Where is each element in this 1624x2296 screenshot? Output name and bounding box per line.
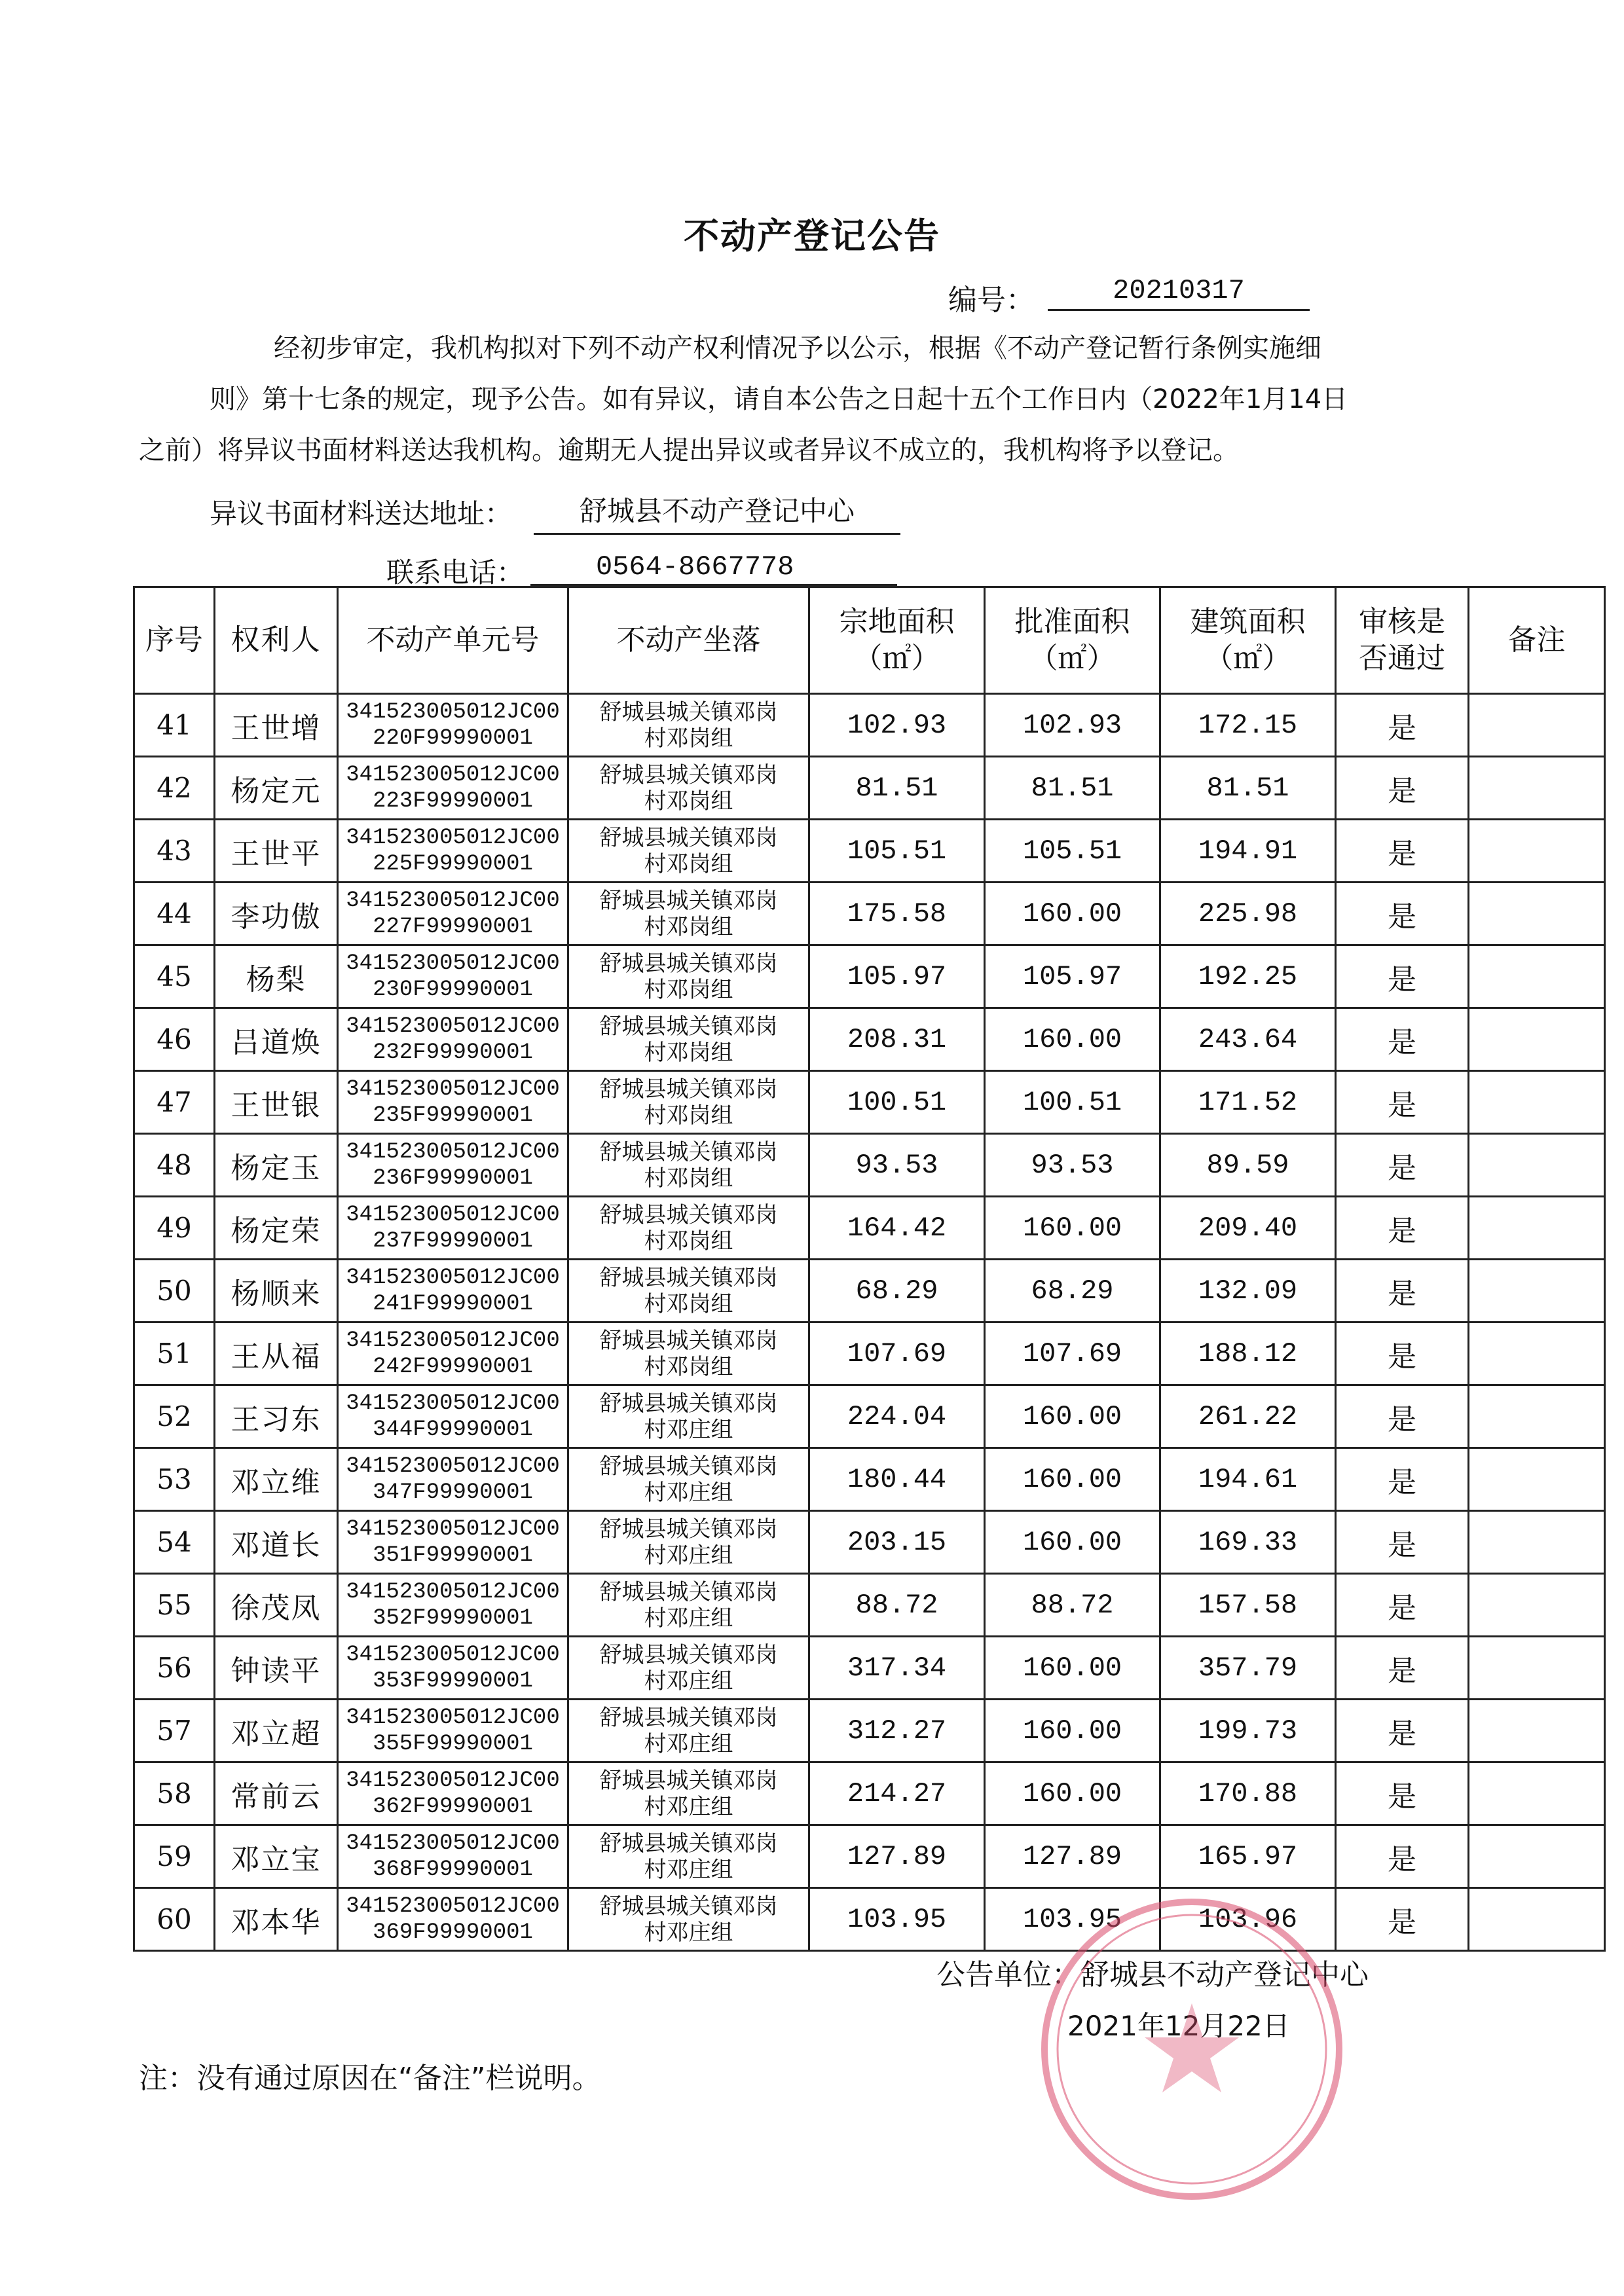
cell-approved-area: 160.00 bbox=[985, 1637, 1160, 1700]
cell-remarks bbox=[1469, 1008, 1605, 1071]
cell-land-area: 203.15 bbox=[809, 1511, 985, 1574]
cell-land-area: 102.93 bbox=[809, 694, 985, 757]
intro-paragraph-line: 则》第十七条的规定，现予公告。如有异议，请自本公告之日起十五个工作日内（2022年1月14日 bbox=[210, 384, 1348, 414]
cell-remarks bbox=[1469, 1385, 1605, 1448]
table-row bbox=[134, 1448, 1605, 1511]
cell-review-passed: 是 bbox=[1336, 1448, 1469, 1511]
cell-remarks bbox=[1469, 1700, 1605, 1762]
cell-review-passed: 是 bbox=[1336, 1322, 1469, 1385]
cell-remarks bbox=[1469, 820, 1605, 883]
cell-seq: 55 bbox=[134, 1574, 215, 1637]
table-row bbox=[134, 1762, 1605, 1825]
table-row bbox=[134, 1888, 1605, 1951]
cell-remarks bbox=[1469, 1637, 1605, 1700]
cell-seq: 43 bbox=[134, 820, 215, 883]
cell-building-area: 169.33 bbox=[1160, 1511, 1336, 1574]
cell-review-passed: 是 bbox=[1336, 1071, 1469, 1134]
cell-building-area: 225.98 bbox=[1160, 883, 1336, 945]
cell-building-area: 157.58 bbox=[1160, 1574, 1336, 1637]
cell-unit-number: 341523005012JC00232F99990001 bbox=[338, 1008, 568, 1071]
cell-review-passed: 是 bbox=[1336, 1888, 1469, 1951]
cell-owner: 邓立宝 bbox=[215, 1825, 338, 1888]
table-row bbox=[134, 820, 1605, 883]
cell-seq: 51 bbox=[134, 1322, 215, 1385]
cell-review-passed: 是 bbox=[1336, 1574, 1469, 1637]
cell-remarks bbox=[1469, 1825, 1605, 1888]
cell-unit-number: 341523005012JC00227F99990001 bbox=[338, 883, 568, 945]
cell-remarks bbox=[1469, 694, 1605, 757]
cell-location: 舒城县城关镇邓岗村邓岗组 bbox=[568, 883, 809, 945]
cell-building-area: 194.91 bbox=[1160, 820, 1336, 883]
table-row bbox=[134, 1134, 1605, 1197]
cell-land-area: 214.27 bbox=[809, 1762, 985, 1825]
cell-location: 舒城县城关镇邓岗村邓岗组 bbox=[568, 1197, 809, 1260]
cell-remarks bbox=[1469, 1322, 1605, 1385]
header-seq: 序号 bbox=[134, 587, 215, 694]
cell-land-area: 175.58 bbox=[809, 883, 985, 945]
header-unit-number: 不动产单元号 bbox=[338, 587, 568, 694]
cell-remarks bbox=[1469, 883, 1605, 945]
cell-seq: 56 bbox=[134, 1637, 215, 1700]
cell-unit-number: 341523005012JC00355F99990001 bbox=[338, 1700, 568, 1762]
cell-owner: 杨定玉 bbox=[215, 1134, 338, 1197]
cell-owner: 杨梨 bbox=[215, 945, 338, 1008]
cell-owner: 邓立超 bbox=[215, 1700, 338, 1762]
cell-location: 舒城县城关镇邓岗村邓岗组 bbox=[568, 1071, 809, 1134]
cell-building-area: 81.51 bbox=[1160, 757, 1336, 820]
cell-land-area: 224.04 bbox=[809, 1385, 985, 1448]
cell-remarks bbox=[1469, 945, 1605, 1008]
cell-building-area: 188.12 bbox=[1160, 1322, 1336, 1385]
cell-approved-area: 160.00 bbox=[985, 883, 1160, 945]
table-row bbox=[134, 1385, 1605, 1448]
cell-owner: 王世银 bbox=[215, 1071, 338, 1134]
cell-unit-number: 341523005012JC00223F99990001 bbox=[338, 757, 568, 820]
cell-review-passed: 是 bbox=[1336, 1511, 1469, 1574]
cell-land-area: 180.44 bbox=[809, 1448, 985, 1511]
cell-building-area: 103.96 bbox=[1160, 1888, 1336, 1951]
number-label: 编号： bbox=[948, 283, 1035, 317]
cell-owner: 王世增 bbox=[215, 694, 338, 757]
cell-owner: 邓本华 bbox=[215, 1888, 338, 1951]
table-row bbox=[134, 1574, 1605, 1637]
cell-location: 舒城县城关镇邓岗村邓岗组 bbox=[568, 694, 809, 757]
cell-review-passed: 是 bbox=[1336, 1637, 1469, 1700]
cell-building-area: 172.15 bbox=[1160, 694, 1336, 757]
cell-approved-area: 100.51 bbox=[985, 1071, 1160, 1134]
cell-remarks bbox=[1469, 1134, 1605, 1197]
cell-review-passed: 是 bbox=[1336, 757, 1469, 820]
cell-remarks bbox=[1469, 1888, 1605, 1951]
cell-location: 舒城县城关镇邓岗村邓庄组 bbox=[568, 1385, 809, 1448]
cell-review-passed: 是 bbox=[1336, 945, 1469, 1008]
cell-location: 舒城县城关镇邓岗村邓庄组 bbox=[568, 1574, 809, 1637]
cell-unit-number: 341523005012JC00241F99990001 bbox=[338, 1260, 568, 1322]
cell-location: 舒城县城关镇邓岗村邓庄组 bbox=[568, 1888, 809, 1951]
property-record-table bbox=[133, 586, 1606, 1952]
cell-unit-number: 341523005012JC00362F99990001 bbox=[338, 1762, 568, 1825]
cell-seq: 54 bbox=[134, 1511, 215, 1574]
cell-approved-area: 160.00 bbox=[985, 1448, 1160, 1511]
cell-unit-number: 341523005012JC00225F99990001 bbox=[338, 820, 568, 883]
table-row bbox=[134, 1071, 1605, 1134]
header-review-passed: 审核是否通过 bbox=[1336, 587, 1469, 694]
header-building-area: 建筑面积（㎡） bbox=[1160, 587, 1336, 694]
cell-location: 舒城县城关镇邓岗村邓岗组 bbox=[568, 1322, 809, 1385]
cell-land-area: 81.51 bbox=[809, 757, 985, 820]
table-row bbox=[134, 1197, 1605, 1260]
header-land-area: 宗地面积（㎡） bbox=[809, 587, 985, 694]
cell-approved-area: 160.00 bbox=[985, 1385, 1160, 1448]
cell-unit-number: 341523005012JC00220F99990001 bbox=[338, 694, 568, 757]
footnote: 注：没有通过原因在“备注”栏说明。 bbox=[139, 2062, 601, 2095]
cell-owner: 李功傲 bbox=[215, 883, 338, 945]
cell-owner: 杨定元 bbox=[215, 757, 338, 820]
cell-seq: 45 bbox=[134, 945, 215, 1008]
cell-location: 舒城县城关镇邓岗村邓岗组 bbox=[568, 757, 809, 820]
cell-unit-number: 341523005012JC00236F99990001 bbox=[338, 1134, 568, 1197]
intro-paragraph-line: 之前）将异议书面材料送达我机构。逾期无人提出异议或者异议不成立的，我机构将予以登记。 bbox=[139, 435, 1239, 465]
cell-location: 舒城县城关镇邓岗村邓岗组 bbox=[568, 1008, 809, 1071]
page-title: 不动产登记公告 bbox=[684, 215, 940, 257]
intro-paragraph-line: 经初步审定，我机构拟对下列不动产权利情况予以公示，根据《不动产登记暂行条例实施细 bbox=[274, 333, 1321, 363]
cell-approved-area: 93.53 bbox=[985, 1134, 1160, 1197]
table-row bbox=[134, 1322, 1605, 1385]
cell-review-passed: 是 bbox=[1336, 883, 1469, 945]
cell-location: 舒城县城关镇邓岗村邓庄组 bbox=[568, 1700, 809, 1762]
table-row bbox=[134, 1637, 1605, 1700]
cell-approved-area: 88.72 bbox=[985, 1574, 1160, 1637]
cell-seq: 48 bbox=[134, 1134, 215, 1197]
cell-owner: 吕道焕 bbox=[215, 1008, 338, 1071]
table-row bbox=[134, 757, 1605, 820]
header-location: 不动产坐落 bbox=[568, 587, 809, 694]
cell-seq: 44 bbox=[134, 883, 215, 945]
number-value: 20210317 bbox=[1048, 275, 1310, 311]
cell-building-area: 89.59 bbox=[1160, 1134, 1336, 1197]
cell-unit-number: 341523005012JC00230F99990001 bbox=[338, 945, 568, 1008]
cell-seq: 47 bbox=[134, 1071, 215, 1134]
cell-seq: 46 bbox=[134, 1008, 215, 1071]
cell-unit-number: 341523005012JC00369F99990001 bbox=[338, 1888, 568, 1951]
cell-unit-number: 341523005012JC00368F99990001 bbox=[338, 1825, 568, 1888]
cell-land-area: 317.34 bbox=[809, 1637, 985, 1700]
cell-location: 舒城县城关镇邓岗村邓庄组 bbox=[568, 1825, 809, 1888]
cell-owner: 杨顺来 bbox=[215, 1260, 338, 1322]
table-row bbox=[134, 883, 1605, 945]
cell-review-passed: 是 bbox=[1336, 1762, 1469, 1825]
cell-approved-area: 160.00 bbox=[985, 1700, 1160, 1762]
address-value: 舒城县不动产登记中心 bbox=[534, 490, 900, 535]
cell-building-area: 192.25 bbox=[1160, 945, 1336, 1008]
cell-unit-number: 341523005012JC00237F99990001 bbox=[338, 1197, 568, 1260]
cell-review-passed: 是 bbox=[1336, 1700, 1469, 1762]
cell-approved-area: 105.51 bbox=[985, 820, 1160, 883]
table-row bbox=[134, 694, 1605, 757]
cell-building-area: 170.88 bbox=[1160, 1762, 1336, 1825]
cell-owner: 邓立维 bbox=[215, 1448, 338, 1511]
cell-building-area: 243.64 bbox=[1160, 1008, 1336, 1071]
cell-building-area: 171.52 bbox=[1160, 1071, 1336, 1134]
cell-location: 舒城县城关镇邓岗村邓岗组 bbox=[568, 820, 809, 883]
header-approved-area: 批准面积（㎡） bbox=[985, 587, 1160, 694]
cell-seq: 42 bbox=[134, 757, 215, 820]
cell-building-area: 199.73 bbox=[1160, 1700, 1336, 1762]
address-label: 异议书面材料送达地址： bbox=[210, 498, 513, 530]
cell-review-passed: 是 bbox=[1336, 1134, 1469, 1197]
cell-land-area: 103.95 bbox=[809, 1888, 985, 1951]
cell-building-area: 165.97 bbox=[1160, 1825, 1336, 1888]
cell-seq: 59 bbox=[134, 1825, 215, 1888]
cell-review-passed: 是 bbox=[1336, 1008, 1469, 1071]
phone-value: 0564-8667778 bbox=[530, 551, 897, 586]
table-row bbox=[134, 1008, 1605, 1071]
cell-unit-number: 341523005012JC00347F99990001 bbox=[338, 1448, 568, 1511]
cell-land-area: 105.97 bbox=[809, 945, 985, 1008]
cell-seq: 41 bbox=[134, 694, 215, 757]
cell-review-passed: 是 bbox=[1336, 1260, 1469, 1322]
table-row bbox=[134, 1700, 1605, 1762]
cell-land-area: 105.51 bbox=[809, 820, 985, 883]
cell-land-area: 68.29 bbox=[809, 1260, 985, 1322]
cell-land-area: 127.89 bbox=[809, 1825, 985, 1888]
cell-seq: 60 bbox=[134, 1888, 215, 1951]
cell-building-area: 357.79 bbox=[1160, 1637, 1336, 1700]
cell-unit-number: 341523005012JC00352F99990001 bbox=[338, 1574, 568, 1637]
cell-approved-area: 105.97 bbox=[985, 945, 1160, 1008]
cell-land-area: 100.51 bbox=[809, 1071, 985, 1134]
header-remarks: 备注 bbox=[1469, 587, 1605, 694]
cell-owner: 王世平 bbox=[215, 820, 338, 883]
issuer: 公告单位：舒城县不动产登记中心 bbox=[936, 1958, 1369, 1992]
official-seal-stamp bbox=[1035, 1892, 1349, 2206]
cell-approved-area: 160.00 bbox=[985, 1008, 1160, 1071]
cell-remarks bbox=[1469, 1762, 1605, 1825]
cell-review-passed: 是 bbox=[1336, 1825, 1469, 1888]
cell-remarks bbox=[1469, 1197, 1605, 1260]
cell-approved-area: 107.69 bbox=[985, 1322, 1160, 1385]
cell-approved-area: 160.00 bbox=[985, 1762, 1160, 1825]
cell-approved-area: 127.89 bbox=[985, 1825, 1160, 1888]
cell-location: 舒城县城关镇邓岗村邓庄组 bbox=[568, 1762, 809, 1825]
cell-unit-number: 341523005012JC00344F99990001 bbox=[338, 1385, 568, 1448]
table-header-row bbox=[134, 587, 1605, 694]
cell-land-area: 208.31 bbox=[809, 1008, 985, 1071]
cell-owner: 徐茂凤 bbox=[215, 1574, 338, 1637]
cell-seq: 50 bbox=[134, 1260, 215, 1322]
cell-unit-number: 341523005012JC00235F99990001 bbox=[338, 1071, 568, 1134]
header-owner: 权利人 bbox=[215, 587, 338, 694]
table-body bbox=[134, 694, 1605, 1951]
cell-approved-area: 68.29 bbox=[985, 1260, 1160, 1322]
cell-building-area: 194.61 bbox=[1160, 1448, 1336, 1511]
cell-seq: 53 bbox=[134, 1448, 215, 1511]
table-row bbox=[134, 1511, 1605, 1574]
cell-seq: 49 bbox=[134, 1197, 215, 1260]
cell-owner: 钟读平 bbox=[215, 1637, 338, 1700]
cell-building-area: 209.40 bbox=[1160, 1197, 1336, 1260]
cell-location: 舒城县城关镇邓岗村邓庄组 bbox=[568, 1511, 809, 1574]
cell-approved-area: 103.95 bbox=[985, 1888, 1160, 1951]
cell-remarks bbox=[1469, 1448, 1605, 1511]
cell-unit-number: 341523005012JC00351F99990001 bbox=[338, 1511, 568, 1574]
cell-remarks bbox=[1469, 757, 1605, 820]
cell-land-area: 164.42 bbox=[809, 1197, 985, 1260]
phone-label: 联系电话： bbox=[386, 556, 525, 589]
cell-location: 舒城县城关镇邓岗村邓岗组 bbox=[568, 945, 809, 1008]
issue-date: 2021年12月22日 bbox=[1067, 2010, 1290, 2042]
cell-approved-area: 81.51 bbox=[985, 757, 1160, 820]
cell-remarks bbox=[1469, 1260, 1605, 1322]
cell-review-passed: 是 bbox=[1336, 820, 1469, 883]
cell-review-passed: 是 bbox=[1336, 694, 1469, 757]
cell-location: 舒城县城关镇邓岗村邓岗组 bbox=[568, 1260, 809, 1322]
cell-remarks bbox=[1469, 1511, 1605, 1574]
cell-location: 舒城县城关镇邓岗村邓岗组 bbox=[568, 1134, 809, 1197]
cell-approved-area: 160.00 bbox=[985, 1197, 1160, 1260]
cell-building-area: 132.09 bbox=[1160, 1260, 1336, 1322]
cell-land-area: 107.69 bbox=[809, 1322, 985, 1385]
cell-land-area: 312.27 bbox=[809, 1700, 985, 1762]
cell-location: 舒城县城关镇邓岗村邓庄组 bbox=[568, 1448, 809, 1511]
cell-review-passed: 是 bbox=[1336, 1385, 1469, 1448]
cell-review-passed: 是 bbox=[1336, 1197, 1469, 1260]
cell-owner: 邓道长 bbox=[215, 1511, 338, 1574]
cell-seq: 58 bbox=[134, 1762, 215, 1825]
cell-location: 舒城县城关镇邓岗村邓庄组 bbox=[568, 1637, 809, 1700]
cell-approved-area: 160.00 bbox=[985, 1511, 1160, 1574]
cell-approved-area: 102.93 bbox=[985, 694, 1160, 757]
cell-owner: 常前云 bbox=[215, 1762, 338, 1825]
cell-land-area: 93.53 bbox=[809, 1134, 985, 1197]
table-row bbox=[134, 1825, 1605, 1888]
cell-unit-number: 341523005012JC00242F99990001 bbox=[338, 1322, 568, 1385]
cell-owner: 杨定荣 bbox=[215, 1197, 338, 1260]
cell-land-area: 88.72 bbox=[809, 1574, 985, 1637]
cell-unit-number: 341523005012JC00353F99990001 bbox=[338, 1637, 568, 1700]
table-row bbox=[134, 945, 1605, 1008]
cell-building-area: 261.22 bbox=[1160, 1385, 1336, 1448]
table-row bbox=[134, 1260, 1605, 1322]
cell-owner: 王从福 bbox=[215, 1322, 338, 1385]
cell-seq: 52 bbox=[134, 1385, 215, 1448]
cell-remarks bbox=[1469, 1071, 1605, 1134]
cell-owner: 王习东 bbox=[215, 1385, 338, 1448]
cell-seq: 57 bbox=[134, 1700, 215, 1762]
cell-remarks bbox=[1469, 1574, 1605, 1637]
